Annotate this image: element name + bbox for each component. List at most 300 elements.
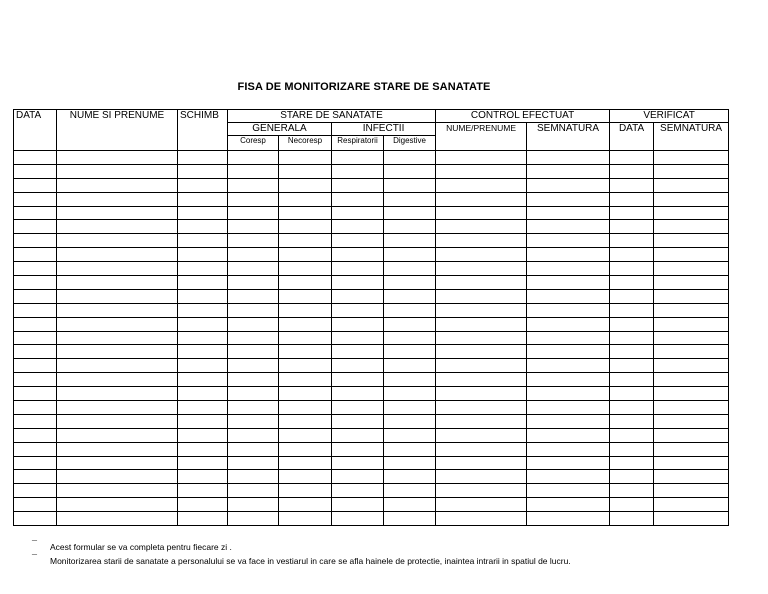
table-cell[interactable] — [654, 289, 729, 303]
table-cell[interactable] — [279, 442, 332, 456]
table-cell[interactable] — [610, 220, 654, 234]
table-cell[interactable] — [57, 442, 178, 456]
table-cell[interactable] — [654, 220, 729, 234]
table-cell[interactable] — [384, 456, 436, 470]
table-cell[interactable] — [527, 331, 610, 345]
table-cell[interactable] — [527, 470, 610, 484]
table-cell[interactable] — [332, 373, 384, 387]
table-cell[interactable] — [610, 456, 654, 470]
table-row — [14, 262, 729, 276]
table-cell[interactable] — [610, 401, 654, 415]
table-cell[interactable] — [332, 262, 384, 276]
table-cell[interactable] — [279, 262, 332, 276]
table-cell[interactable] — [654, 178, 729, 192]
table-cell[interactable] — [332, 414, 384, 428]
table-cell[interactable] — [279, 331, 332, 345]
table-cell[interactable] — [654, 484, 729, 498]
table-cell[interactable] — [436, 512, 527, 526]
table-cell[interactable] — [610, 359, 654, 373]
table-cell[interactable] — [178, 401, 228, 415]
table-cell[interactable] — [332, 359, 384, 373]
table-cell[interactable] — [332, 456, 384, 470]
table-cell[interactable] — [57, 484, 178, 498]
table-cell[interactable] — [279, 387, 332, 401]
table-cell[interactable] — [57, 206, 178, 220]
table-cell[interactable] — [14, 192, 57, 206]
table-cell[interactable] — [610, 289, 654, 303]
table-cell[interactable] — [14, 276, 57, 290]
table-cell[interactable] — [332, 345, 384, 359]
table-cell[interactable] — [279, 456, 332, 470]
table-cell[interactable] — [228, 303, 279, 317]
table-cell[interactable] — [610, 442, 654, 456]
table-cell[interactable] — [654, 276, 729, 290]
table-cell[interactable] — [228, 192, 279, 206]
table-cell[interactable] — [436, 262, 527, 276]
table-cell[interactable] — [332, 512, 384, 526]
table-cell[interactable] — [436, 442, 527, 456]
table-cell[interactable] — [57, 331, 178, 345]
table-cell[interactable] — [14, 373, 57, 387]
table-cell[interactable] — [14, 220, 57, 234]
table-cell[interactable] — [57, 359, 178, 373]
table-cell[interactable] — [57, 373, 178, 387]
table-cell[interactable] — [332, 164, 384, 178]
table-cell[interactable] — [384, 401, 436, 415]
table-cell[interactable] — [610, 373, 654, 387]
table-cell[interactable] — [654, 151, 729, 165]
table-cell[interactable] — [610, 428, 654, 442]
table-cell[interactable] — [279, 178, 332, 192]
table-cell[interactable] — [384, 484, 436, 498]
table-cell[interactable] — [178, 428, 228, 442]
table-cell[interactable] — [279, 164, 332, 178]
table-cell[interactable] — [332, 470, 384, 484]
table-cell[interactable] — [654, 470, 729, 484]
table-cell[interactable] — [178, 345, 228, 359]
table-cell[interactable] — [654, 456, 729, 470]
table-cell[interactable] — [654, 234, 729, 248]
table-cell[interactable] — [527, 498, 610, 512]
table-cell[interactable] — [384, 151, 436, 165]
table-cell[interactable] — [332, 317, 384, 331]
table-cell[interactable] — [178, 498, 228, 512]
table-cell[interactable] — [57, 456, 178, 470]
table-cell[interactable] — [527, 401, 610, 415]
table-cell[interactable] — [332, 151, 384, 165]
table-cell[interactable] — [178, 220, 228, 234]
table-cell[interactable] — [384, 206, 436, 220]
table-cell[interactable] — [332, 498, 384, 512]
table-cell[interactable] — [279, 276, 332, 290]
table-cell[interactable] — [57, 470, 178, 484]
table-cell[interactable] — [527, 387, 610, 401]
table-cell[interactable] — [527, 428, 610, 442]
table-cell[interactable] — [610, 192, 654, 206]
table-cell[interactable] — [332, 192, 384, 206]
table-cell[interactable] — [178, 234, 228, 248]
table-cell[interactable] — [527, 164, 610, 178]
table-cell[interactable] — [384, 164, 436, 178]
table-cell[interactable] — [527, 512, 610, 526]
table-cell[interactable] — [57, 192, 178, 206]
table-cell[interactable] — [384, 345, 436, 359]
table-cell[interactable] — [527, 317, 610, 331]
table-cell[interactable] — [527, 484, 610, 498]
table-cell[interactable] — [57, 234, 178, 248]
table-cell[interactable] — [610, 206, 654, 220]
table-cell[interactable] — [178, 192, 228, 206]
table-cell[interactable] — [384, 289, 436, 303]
table-cell[interactable] — [436, 178, 527, 192]
table-cell[interactable] — [14, 248, 57, 262]
table-cell[interactable] — [527, 345, 610, 359]
table-cell[interactable] — [436, 373, 527, 387]
table-row — [14, 192, 729, 206]
table-cell[interactable] — [384, 248, 436, 262]
table-cell[interactable] — [332, 428, 384, 442]
table-cell[interactable] — [228, 387, 279, 401]
table-cell[interactable] — [654, 442, 729, 456]
table-cell[interactable] — [332, 206, 384, 220]
table-cell[interactable] — [332, 234, 384, 248]
table-cell[interactable] — [178, 248, 228, 262]
table-cell[interactable] — [279, 401, 332, 415]
table-cell[interactable] — [527, 359, 610, 373]
table-cell[interactable] — [384, 359, 436, 373]
table-cell[interactable] — [14, 164, 57, 178]
table-cell[interactable] — [178, 289, 228, 303]
table-cell[interactable] — [610, 276, 654, 290]
table-cell[interactable] — [279, 512, 332, 526]
table-cell[interactable] — [654, 262, 729, 276]
table-cell[interactable] — [436, 401, 527, 415]
table-cell[interactable] — [57, 512, 178, 526]
table-cell[interactable] — [178, 303, 228, 317]
table-cell[interactable] — [654, 248, 729, 262]
table-cell[interactable] — [279, 428, 332, 442]
table-cell[interactable] — [654, 401, 729, 415]
table-cell[interactable] — [436, 414, 527, 428]
table-cell[interactable] — [178, 276, 228, 290]
table-cell[interactable] — [384, 428, 436, 442]
table-cell[interactable] — [228, 428, 279, 442]
table-cell[interactable] — [14, 442, 57, 456]
table-cell[interactable] — [654, 428, 729, 442]
table-cell[interactable] — [384, 498, 436, 512]
table-cell[interactable] — [14, 484, 57, 498]
table-cell[interactable] — [228, 248, 279, 262]
table-cell[interactable] — [178, 512, 228, 526]
table-cell[interactable] — [57, 345, 178, 359]
table-cell[interactable] — [279, 498, 332, 512]
table-cell[interactable] — [384, 276, 436, 290]
table-cell[interactable] — [14, 178, 57, 192]
table-cell[interactable] — [228, 178, 279, 192]
table-cell[interactable] — [14, 512, 57, 526]
table-cell[interactable] — [14, 151, 57, 165]
table-cell[interactable] — [178, 470, 228, 484]
table-cell[interactable] — [332, 484, 384, 498]
table-cell[interactable] — [436, 484, 527, 498]
table-cell[interactable] — [14, 345, 57, 359]
table-cell[interactable] — [228, 373, 279, 387]
table-cell[interactable] — [279, 248, 332, 262]
table-cell[interactable] — [436, 331, 527, 345]
table-cell[interactable] — [527, 442, 610, 456]
table-cell[interactable] — [654, 359, 729, 373]
table-cell[interactable] — [610, 512, 654, 526]
table-cell[interactable] — [57, 289, 178, 303]
table-cell[interactable] — [228, 317, 279, 331]
table-cell[interactable] — [610, 151, 654, 165]
table-cell[interactable] — [527, 289, 610, 303]
table-cell[interactable] — [57, 151, 178, 165]
table-cell[interactable] — [436, 317, 527, 331]
table-cell[interactable] — [228, 151, 279, 165]
table-cell[interactable] — [527, 303, 610, 317]
table-cell[interactable] — [332, 387, 384, 401]
table-cell[interactable] — [178, 262, 228, 276]
table-cell[interactable] — [14, 234, 57, 248]
table-cell[interactable] — [57, 248, 178, 262]
table-cell[interactable] — [384, 414, 436, 428]
table-cell[interactable] — [436, 248, 527, 262]
table-cell[interactable] — [436, 345, 527, 359]
table-cell[interactable] — [279, 470, 332, 484]
table-cell[interactable] — [228, 331, 279, 345]
table-cell[interactable] — [279, 206, 332, 220]
table-cell[interactable] — [384, 331, 436, 345]
table-cell[interactable] — [654, 331, 729, 345]
table-cell[interactable] — [228, 512, 279, 526]
table-cell[interactable] — [654, 192, 729, 206]
table-cell[interactable] — [178, 442, 228, 456]
table-cell[interactable] — [279, 220, 332, 234]
table-cell[interactable] — [332, 401, 384, 415]
table-cell[interactable] — [436, 456, 527, 470]
table-cell[interactable] — [527, 178, 610, 192]
table-cell[interactable] — [228, 345, 279, 359]
table-cell[interactable] — [178, 317, 228, 331]
table-cell[interactable] — [14, 262, 57, 276]
table-cell[interactable] — [332, 276, 384, 290]
table-cell[interactable] — [279, 303, 332, 317]
table-cell[interactable] — [654, 373, 729, 387]
table-cell[interactable] — [228, 234, 279, 248]
table-cell[interactable] — [57, 276, 178, 290]
table-cell[interactable] — [610, 498, 654, 512]
table-cell[interactable] — [654, 512, 729, 526]
table-cell[interactable] — [436, 220, 527, 234]
table-cell[interactable] — [178, 373, 228, 387]
table-cell[interactable] — [527, 456, 610, 470]
table-cell[interactable] — [610, 484, 654, 498]
table-cell[interactable] — [436, 359, 527, 373]
table-cell[interactable] — [279, 373, 332, 387]
table-cell[interactable] — [14, 303, 57, 317]
table-cell[interactable] — [436, 387, 527, 401]
table-cell[interactable] — [654, 498, 729, 512]
table-cell[interactable] — [228, 164, 279, 178]
table-cell[interactable] — [527, 262, 610, 276]
table-cell[interactable] — [610, 387, 654, 401]
table-cell[interactable] — [57, 401, 178, 415]
table-cell[interactable] — [527, 276, 610, 290]
table-cell[interactable] — [14, 331, 57, 345]
table-cell[interactable] — [228, 414, 279, 428]
table-cell[interactable] — [178, 206, 228, 220]
table-cell[interactable] — [610, 414, 654, 428]
table-cell[interactable] — [654, 387, 729, 401]
table-cell[interactable] — [178, 151, 228, 165]
table-cell[interactable] — [178, 484, 228, 498]
table-cell[interactable] — [14, 289, 57, 303]
table-cell[interactable] — [228, 206, 279, 220]
table-cell[interactable] — [57, 428, 178, 442]
table-cell[interactable] — [228, 220, 279, 234]
table-cell[interactable] — [436, 206, 527, 220]
table-cell[interactable] — [384, 234, 436, 248]
table-cell[interactable] — [178, 178, 228, 192]
table-cell[interactable] — [527, 206, 610, 220]
table-cell[interactable] — [178, 359, 228, 373]
table-cell[interactable] — [332, 303, 384, 317]
table-cell[interactable] — [384, 512, 436, 526]
table-cell[interactable] — [228, 359, 279, 373]
table-cell[interactable] — [228, 276, 279, 290]
table-cell[interactable] — [610, 470, 654, 484]
table-cell[interactable] — [228, 442, 279, 456]
table-cell[interactable] — [436, 234, 527, 248]
table-cell[interactable] — [654, 414, 729, 428]
table-cell[interactable] — [57, 220, 178, 234]
table-cell[interactable] — [436, 164, 527, 178]
table-cell[interactable] — [436, 151, 527, 165]
table-cell[interactable] — [610, 331, 654, 345]
table-cell[interactable] — [527, 373, 610, 387]
table-cell[interactable] — [384, 262, 436, 276]
table-cell[interactable] — [14, 317, 57, 331]
table-cell[interactable] — [228, 401, 279, 415]
table-cell[interactable] — [527, 234, 610, 248]
table-cell[interactable] — [384, 178, 436, 192]
table-cell[interactable] — [527, 220, 610, 234]
table-cell[interactable] — [14, 470, 57, 484]
table-cell[interactable] — [332, 220, 384, 234]
table-cell[interactable] — [228, 456, 279, 470]
table-cell[interactable] — [279, 345, 332, 359]
table-cell[interactable] — [384, 303, 436, 317]
table-cell[interactable] — [57, 303, 178, 317]
table-cell[interactable] — [14, 428, 57, 442]
table-cell[interactable] — [279, 484, 332, 498]
table-cell[interactable] — [527, 151, 610, 165]
table-cell[interactable] — [654, 164, 729, 178]
table-cell[interactable] — [384, 192, 436, 206]
table-cell[interactable] — [14, 414, 57, 428]
table-cell[interactable] — [610, 164, 654, 178]
table-cell[interactable] — [436, 289, 527, 303]
table-cell[interactable] — [332, 331, 384, 345]
table-cell[interactable] — [527, 248, 610, 262]
table-cell[interactable] — [57, 387, 178, 401]
table-cell[interactable] — [384, 470, 436, 484]
table-cell[interactable] — [610, 234, 654, 248]
table-cell[interactable] — [57, 498, 178, 512]
table-cell[interactable] — [228, 289, 279, 303]
table-cell[interactable] — [279, 192, 332, 206]
table-cell[interactable] — [332, 442, 384, 456]
table-cell[interactable] — [654, 317, 729, 331]
table-cell[interactable] — [332, 289, 384, 303]
table-cell[interactable] — [384, 220, 436, 234]
table-cell[interactable] — [228, 262, 279, 276]
table-cell[interactable] — [14, 359, 57, 373]
table-cell[interactable] — [279, 414, 332, 428]
table-cell[interactable] — [610, 303, 654, 317]
table-cell[interactable] — [14, 456, 57, 470]
table-cell[interactable] — [178, 331, 228, 345]
table-cell[interactable] — [14, 498, 57, 512]
table-cell[interactable] — [610, 262, 654, 276]
table-cell[interactable] — [527, 414, 610, 428]
table-cell[interactable] — [332, 248, 384, 262]
table-cell[interactable] — [384, 387, 436, 401]
table-cell[interactable] — [654, 206, 729, 220]
table-cell[interactable] — [279, 151, 332, 165]
table-cell[interactable] — [57, 178, 178, 192]
table-cell[interactable] — [436, 428, 527, 442]
table-cell[interactable] — [384, 317, 436, 331]
table-row — [14, 470, 729, 484]
table-cell[interactable] — [610, 345, 654, 359]
table-cell[interactable] — [610, 248, 654, 262]
table-cell[interactable] — [384, 373, 436, 387]
table-cell[interactable] — [527, 192, 610, 206]
table-cell[interactable] — [436, 470, 527, 484]
table-cell[interactable] — [279, 289, 332, 303]
table-cell[interactable] — [14, 206, 57, 220]
table-cell[interactable] — [279, 317, 332, 331]
table-cell[interactable] — [436, 276, 527, 290]
table-cell[interactable] — [178, 387, 228, 401]
table-cell[interactable] — [436, 303, 527, 317]
table-cell[interactable] — [228, 498, 279, 512]
table-cell[interactable] — [178, 414, 228, 428]
table-cell[interactable] — [654, 303, 729, 317]
table-cell[interactable] — [57, 164, 178, 178]
table-cell[interactable] — [436, 498, 527, 512]
table-cell[interactable] — [228, 470, 279, 484]
table-cell[interactable] — [57, 414, 178, 428]
table-cell[interactable] — [436, 192, 527, 206]
table-cell[interactable] — [57, 262, 178, 276]
table-cell[interactable] — [654, 345, 729, 359]
table-cell[interactable] — [610, 178, 654, 192]
table-cell[interactable] — [14, 387, 57, 401]
table-cell[interactable] — [228, 484, 279, 498]
table-cell[interactable] — [14, 401, 57, 415]
table-cell[interactable] — [279, 359, 332, 373]
table-cell[interactable] — [57, 317, 178, 331]
table-cell[interactable] — [178, 164, 228, 178]
table-cell[interactable] — [610, 317, 654, 331]
table-cell[interactable] — [332, 178, 384, 192]
table-cell[interactable] — [279, 234, 332, 248]
table-cell[interactable] — [384, 442, 436, 456]
table-cell[interactable] — [178, 456, 228, 470]
